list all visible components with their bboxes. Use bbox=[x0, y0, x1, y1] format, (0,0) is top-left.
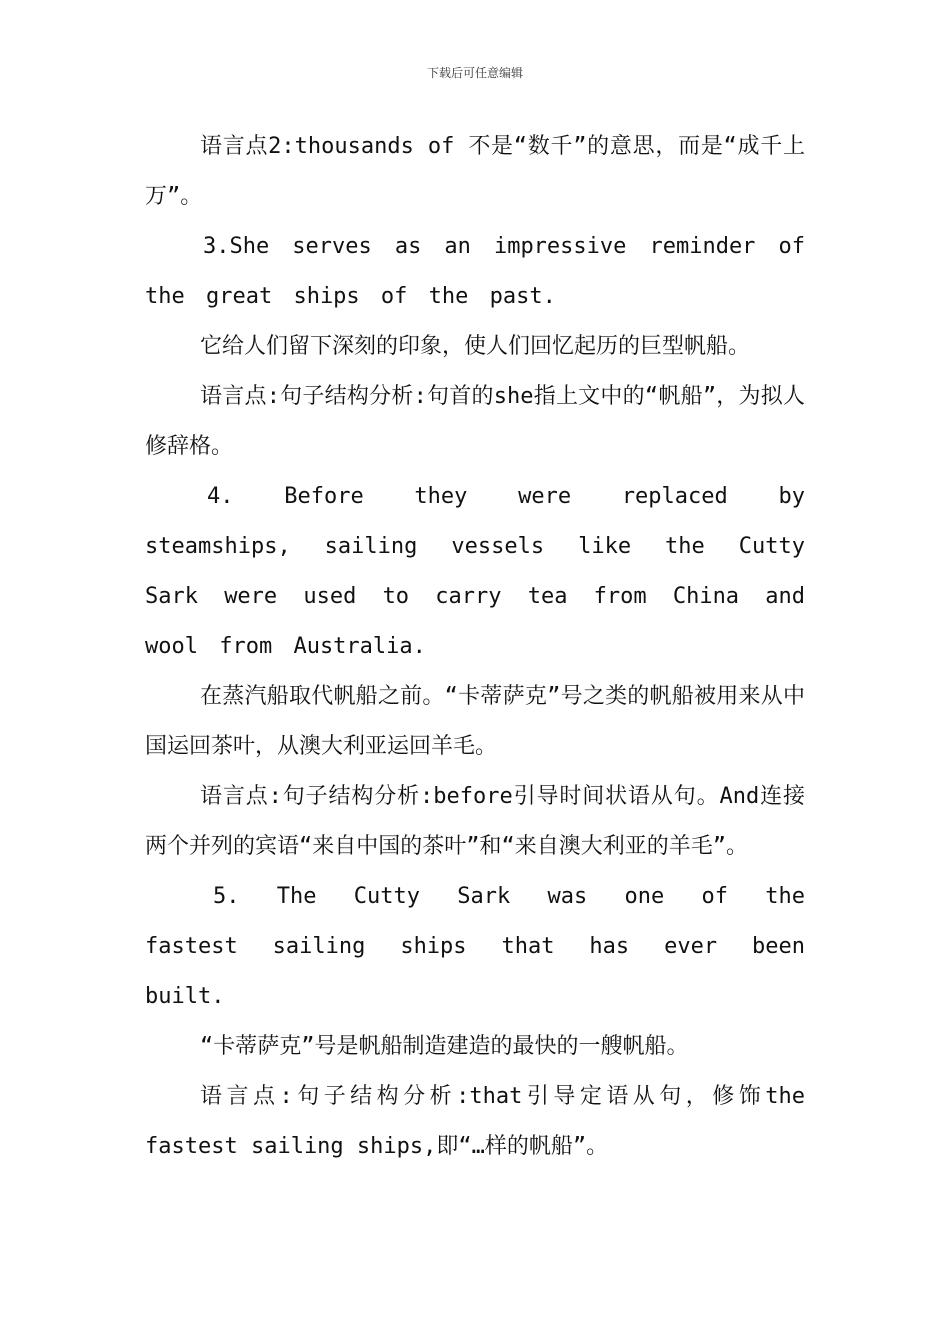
page-header: 下载后可任意编辑 bbox=[426, 66, 523, 80]
paragraph-sentence-3: 3.She serves as an impressive reminder of the great ships of the past. bbox=[145, 234, 805, 309]
paragraph-sentence-5: 5. The Cutty Sark was one of the fastest sailing ships that has ever been built. bbox=[145, 884, 805, 1009]
paragraph-language-point-3: 语言点:句子结构分析:句首的she指上文中的“帆船”，为拟人修辞格。 bbox=[145, 384, 805, 459]
paragraph-language-point-5: 语言点:句子结构分析:that引导定语从句，修饰the fastest sailing ships,即“…样的帆船”。 bbox=[145, 1084, 805, 1159]
document-body bbox=[145, 122, 805, 1172]
paragraph-translation-4: 在蒸汽船取代帆船之前。“卡蒂萨克”号之类的帆船被用来从中国运回茶叶，从澳大利亚运回羊毛。 bbox=[145, 684, 805, 759]
paragraph-translation-3: 它给人们留下深刻的印象，使人们回忆起历的巨型帆船。 bbox=[200, 334, 751, 359]
paragraph-language-point-2: 语言点2:thousands of 不是“数千”的意思，而是“成千上万”。 bbox=[145, 134, 805, 209]
paragraph-sentence-4: 4. Before they were replaced by steamships, sailing vessels like the Cutty Sark were used to carry tea from China and wool from Australia. bbox=[145, 484, 805, 659]
paragraph-translation-5: “卡蒂萨克”号是帆船制造建造的最快的一艘帆船。 bbox=[200, 1034, 689, 1059]
paragraph-language-point-4: 语言点:句子结构分析:before引导时间状语从句。And连接两个并列的宾语“来自中国的茶叶”和“来自澳大利亚的羊毛”。 bbox=[145, 784, 805, 859]
